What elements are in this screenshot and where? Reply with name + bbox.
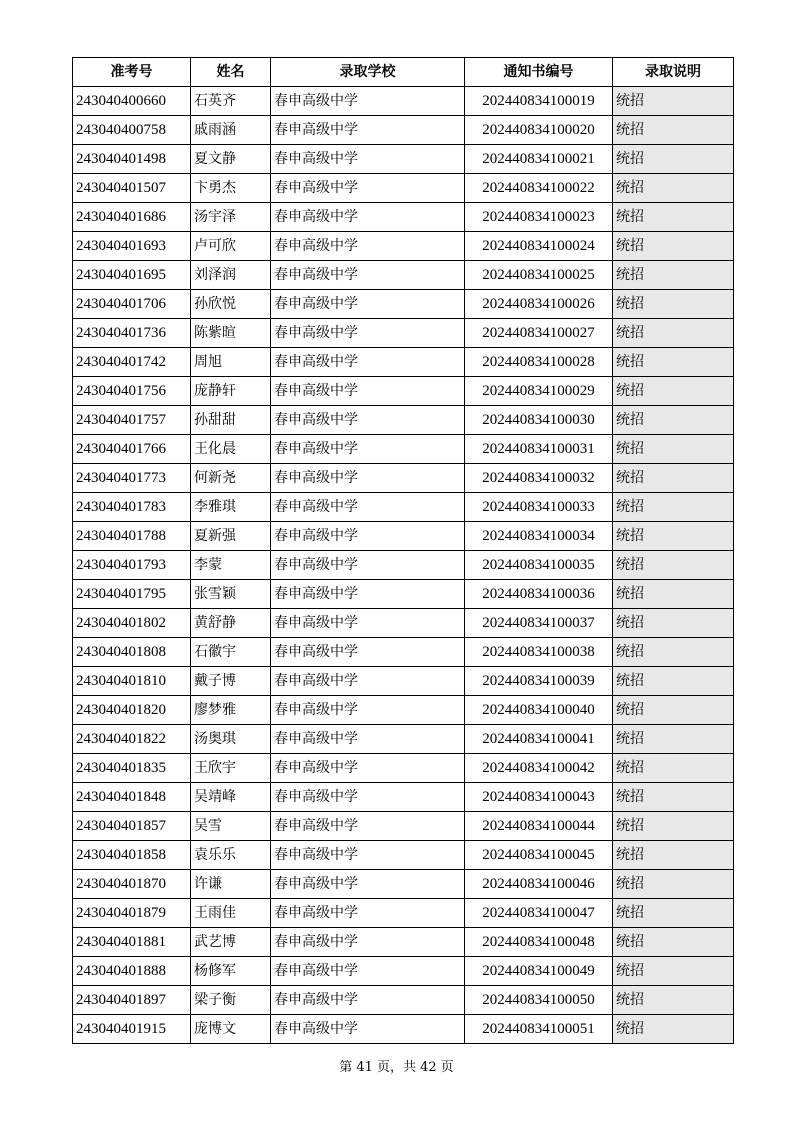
header-row	[73, 58, 734, 87]
exam-number-cell: 243040401848	[73, 783, 191, 812]
school-cell: 春申高级中学	[271, 319, 465, 348]
table-row	[73, 812, 734, 841]
admission-note-cell: 统招	[613, 986, 734, 1015]
student-name-cell: 张雪颖	[191, 580, 271, 609]
table-row	[73, 232, 734, 261]
school-cell: 春申高级中学	[271, 841, 465, 870]
notice-number-cell: 202440834100022	[465, 174, 613, 203]
exam-number-cell: 243040401795	[73, 580, 191, 609]
admission-note-cell: 统招	[613, 580, 734, 609]
school-cell: 春申高级中学	[271, 754, 465, 783]
school-cell: 春申高级中学	[271, 174, 465, 203]
student-name-cell: 李蒙	[191, 551, 271, 580]
student-name-cell: 梁子衡	[191, 986, 271, 1015]
admission-note-cell: 统招	[613, 232, 734, 261]
table-row	[73, 870, 734, 899]
exam-number-cell: 243040401498	[73, 145, 191, 174]
notice-number-cell: 202440834100030	[465, 406, 613, 435]
admission-note-cell: 统招	[613, 493, 734, 522]
admission-note-cell: 统招	[613, 319, 734, 348]
school-cell: 春申高级中学	[271, 203, 465, 232]
table-row	[73, 261, 734, 290]
admission-note-cell: 统招	[613, 841, 734, 870]
school-cell: 春申高级中学	[271, 609, 465, 638]
table-row	[73, 87, 734, 116]
notice-number-cell: 202440834100027	[465, 319, 613, 348]
table-row	[73, 783, 734, 812]
exam-number-cell: 243040401888	[73, 957, 191, 986]
admission-note-cell: 统招	[613, 261, 734, 290]
school-cell: 春申高级中学	[271, 667, 465, 696]
notice-number-cell: 202440834100035	[465, 551, 613, 580]
exam-number-cell: 243040401783	[73, 493, 191, 522]
exam-number-cell: 243040401706	[73, 290, 191, 319]
table-row	[73, 986, 734, 1015]
student-name-cell: 石徽宇	[191, 638, 271, 667]
school-cell: 春申高级中学	[271, 580, 465, 609]
exam-number-cell: 243040401879	[73, 899, 191, 928]
table-row	[73, 841, 734, 870]
school-cell: 春申高级中学	[271, 464, 465, 493]
student-name-cell: 刘泽润	[191, 261, 271, 290]
student-name-cell: 王雨佳	[191, 899, 271, 928]
school-cell: 春申高级中学	[271, 725, 465, 754]
student-name-cell: 卞勇杰	[191, 174, 271, 203]
notice-number-cell: 202440834100045	[465, 841, 613, 870]
exam-number-cell: 243040401757	[73, 406, 191, 435]
exam-number-cell: 243040401802	[73, 609, 191, 638]
table-row	[73, 145, 734, 174]
student-name-cell: 周旭	[191, 348, 271, 377]
student-name-cell: 许谦	[191, 870, 271, 899]
table-row	[73, 580, 734, 609]
student-name-cell: 石英齐	[191, 87, 271, 116]
table-row	[73, 899, 734, 928]
table-row	[73, 435, 734, 464]
table-row	[73, 116, 734, 145]
student-name-cell: 夏文静	[191, 145, 271, 174]
student-name-cell: 何新尧	[191, 464, 271, 493]
school-cell: 春申高级中学	[271, 1015, 465, 1044]
table-row	[73, 957, 734, 986]
exam-number-cell: 243040401915	[73, 1015, 191, 1044]
student-name-cell: 袁乐乐	[191, 841, 271, 870]
school-cell: 春申高级中学	[271, 928, 465, 957]
exam-number-cell: 243040401736	[73, 319, 191, 348]
admission-note-cell: 统招	[613, 174, 734, 203]
admission-note-cell: 统招	[613, 899, 734, 928]
admission-note-cell: 统招	[613, 290, 734, 319]
exam-number-cell: 243040401835	[73, 754, 191, 783]
notice-number-cell: 202440834100031	[465, 435, 613, 464]
notice-number-cell: 202440834100047	[465, 899, 613, 928]
notice-number-cell: 202440834100028	[465, 348, 613, 377]
admission-note-cell: 统招	[613, 406, 734, 435]
notice-number-cell: 202440834100019	[465, 87, 613, 116]
table-row	[73, 638, 734, 667]
admission-table	[72, 57, 734, 1044]
notice-number-cell: 202440834100042	[465, 754, 613, 783]
notice-number-cell: 202440834100046	[465, 870, 613, 899]
exam-number-cell: 243040401881	[73, 928, 191, 957]
admission-note-cell: 统招	[613, 87, 734, 116]
notice-number-cell: 202440834100025	[465, 261, 613, 290]
notice-number-cell: 202440834100029	[465, 377, 613, 406]
table-row	[73, 377, 734, 406]
student-name-cell: 戴子博	[191, 667, 271, 696]
school-cell: 春申高级中学	[271, 783, 465, 812]
school-cell: 春申高级中学	[271, 145, 465, 174]
notice-number-cell: 202440834100040	[465, 696, 613, 725]
table-row	[73, 754, 734, 783]
notice-number-cell: 202440834100032	[465, 464, 613, 493]
student-name-cell: 李雅琪	[191, 493, 271, 522]
notice-number-cell: 202440834100041	[465, 725, 613, 754]
student-name-cell: 卢可欣	[191, 232, 271, 261]
exam-number-cell: 243040401742	[73, 348, 191, 377]
exam-number-cell: 243040401822	[73, 725, 191, 754]
notice-number-cell: 202440834100036	[465, 580, 613, 609]
table-row	[73, 348, 734, 377]
school-cell: 春申高级中学	[271, 116, 465, 145]
exam-number-cell: 243040401788	[73, 522, 191, 551]
admission-note-cell: 统招	[613, 464, 734, 493]
table-row	[73, 406, 734, 435]
header-name: 姓名	[191, 58, 271, 87]
admission-note-cell: 统招	[613, 638, 734, 667]
school-cell: 春申高级中学	[271, 406, 465, 435]
school-cell: 春申高级中学	[271, 348, 465, 377]
student-name-cell: 王化晨	[191, 435, 271, 464]
table-row	[73, 696, 734, 725]
admission-note-cell: 统招	[613, 435, 734, 464]
school-cell: 春申高级中学	[271, 261, 465, 290]
student-name-cell: 汤宇泽	[191, 203, 271, 232]
admission-note-cell: 统招	[613, 522, 734, 551]
admission-note-cell: 统招	[613, 116, 734, 145]
school-cell: 春申高级中学	[271, 899, 465, 928]
notice-number-cell: 202440834100026	[465, 290, 613, 319]
admission-note-cell: 统招	[613, 725, 734, 754]
notice-number-cell: 202440834100043	[465, 783, 613, 812]
admission-note-cell: 统招	[613, 377, 734, 406]
page-footer: 第 41 页，共 42 页	[339, 1060, 454, 1075]
school-cell: 春申高级中学	[271, 493, 465, 522]
student-name-cell: 汤奥琪	[191, 725, 271, 754]
admission-note-cell: 统招	[613, 1015, 734, 1044]
notice-number-cell: 202440834100037	[465, 609, 613, 638]
exam-number-cell: 243040401773	[73, 464, 191, 493]
student-name-cell: 庞静轩	[191, 377, 271, 406]
table-row	[73, 609, 734, 638]
student-name-cell: 庞博文	[191, 1015, 271, 1044]
student-name-cell: 吴雪	[191, 812, 271, 841]
notice-number-cell: 202440834100048	[465, 928, 613, 957]
exam-number-cell: 243040401793	[73, 551, 191, 580]
school-cell: 春申高级中学	[271, 957, 465, 986]
table-row	[73, 493, 734, 522]
school-cell: 春申高级中学	[271, 377, 465, 406]
exam-number-cell: 243040401507	[73, 174, 191, 203]
header-school: 录取学校	[271, 58, 465, 87]
student-name-cell: 王欣宇	[191, 754, 271, 783]
exam-number-cell: 243040401858	[73, 841, 191, 870]
table-row	[73, 319, 734, 348]
admission-note-cell: 统招	[613, 551, 734, 580]
school-cell: 春申高级中学	[271, 870, 465, 899]
notice-number-cell: 202440834100039	[465, 667, 613, 696]
notice-number-cell: 202440834100051	[465, 1015, 613, 1044]
admission-note-cell: 统招	[613, 783, 734, 812]
admission-note-cell: 统招	[613, 203, 734, 232]
notice-number-cell: 202440834100050	[465, 986, 613, 1015]
notice-number-cell: 202440834100020	[465, 116, 613, 145]
school-cell: 春申高级中学	[271, 812, 465, 841]
table-row	[73, 203, 734, 232]
student-name-cell: 武艺博	[191, 928, 271, 957]
student-name-cell: 黄舒静	[191, 609, 271, 638]
notice-number-cell: 202440834100049	[465, 957, 613, 986]
student-name-cell: 陈紫暄	[191, 319, 271, 348]
table-row	[73, 174, 734, 203]
notice-number-cell: 202440834100023	[465, 203, 613, 232]
admission-note-cell: 统招	[613, 754, 734, 783]
exam-number-cell: 243040401857	[73, 812, 191, 841]
exam-number-cell: 243040401695	[73, 261, 191, 290]
exam-number-cell: 243040401810	[73, 667, 191, 696]
student-name-cell: 杨修军	[191, 957, 271, 986]
notice-number-cell: 202440834100044	[465, 812, 613, 841]
exam-number-cell: 243040401897	[73, 986, 191, 1015]
admission-note-cell: 统招	[613, 667, 734, 696]
notice-number-cell: 202440834100024	[465, 232, 613, 261]
admission-note-cell: 统招	[613, 928, 734, 957]
header-admission-note: 录取说明	[613, 58, 734, 87]
header-notice-number: 通知书编号	[465, 58, 613, 87]
school-cell: 春申高级中学	[271, 232, 465, 261]
table-row	[73, 667, 734, 696]
school-cell: 春申高级中学	[271, 638, 465, 667]
notice-number-cell: 202440834100034	[465, 522, 613, 551]
exam-number-cell: 243040401766	[73, 435, 191, 464]
notice-number-cell: 202440834100021	[465, 145, 613, 174]
student-name-cell: 孙甜甜	[191, 406, 271, 435]
table-row	[73, 1015, 734, 1044]
admission-note-cell: 统招	[613, 696, 734, 725]
exam-number-cell: 243040400660	[73, 87, 191, 116]
notice-number-cell: 202440834100038	[465, 638, 613, 667]
exam-number-cell: 243040401808	[73, 638, 191, 667]
student-name-cell: 夏新强	[191, 522, 271, 551]
table-row	[73, 928, 734, 957]
school-cell: 春申高级中学	[271, 87, 465, 116]
school-cell: 春申高级中学	[271, 551, 465, 580]
school-cell: 春申高级中学	[271, 290, 465, 319]
admission-note-cell: 统招	[613, 609, 734, 638]
school-cell: 春申高级中学	[271, 435, 465, 464]
table-row	[73, 522, 734, 551]
header-exam-number: 准考号	[73, 58, 191, 87]
exam-number-cell: 243040401870	[73, 870, 191, 899]
table-row	[73, 551, 734, 580]
exam-number-cell: 243040400758	[73, 116, 191, 145]
student-name-cell: 孙欣悦	[191, 290, 271, 319]
student-name-cell: 廖梦雅	[191, 696, 271, 725]
student-name-cell: 吴靖峰	[191, 783, 271, 812]
admission-note-cell: 统招	[613, 145, 734, 174]
school-cell: 春申高级中学	[271, 522, 465, 551]
notice-number-cell: 202440834100033	[465, 493, 613, 522]
admission-note-cell: 统招	[613, 348, 734, 377]
admission-note-cell: 统招	[613, 812, 734, 841]
school-cell: 春申高级中学	[271, 696, 465, 725]
exam-number-cell: 243040401756	[73, 377, 191, 406]
school-cell: 春申高级中学	[271, 986, 465, 1015]
table-row	[73, 290, 734, 319]
exam-number-cell: 243040401820	[73, 696, 191, 725]
admission-note-cell: 统招	[613, 870, 734, 899]
admission-note-cell: 统招	[613, 957, 734, 986]
table-row	[73, 464, 734, 493]
student-name-cell: 戚雨涵	[191, 116, 271, 145]
exam-number-cell: 243040401693	[73, 232, 191, 261]
table-row	[73, 725, 734, 754]
exam-number-cell: 243040401686	[73, 203, 191, 232]
